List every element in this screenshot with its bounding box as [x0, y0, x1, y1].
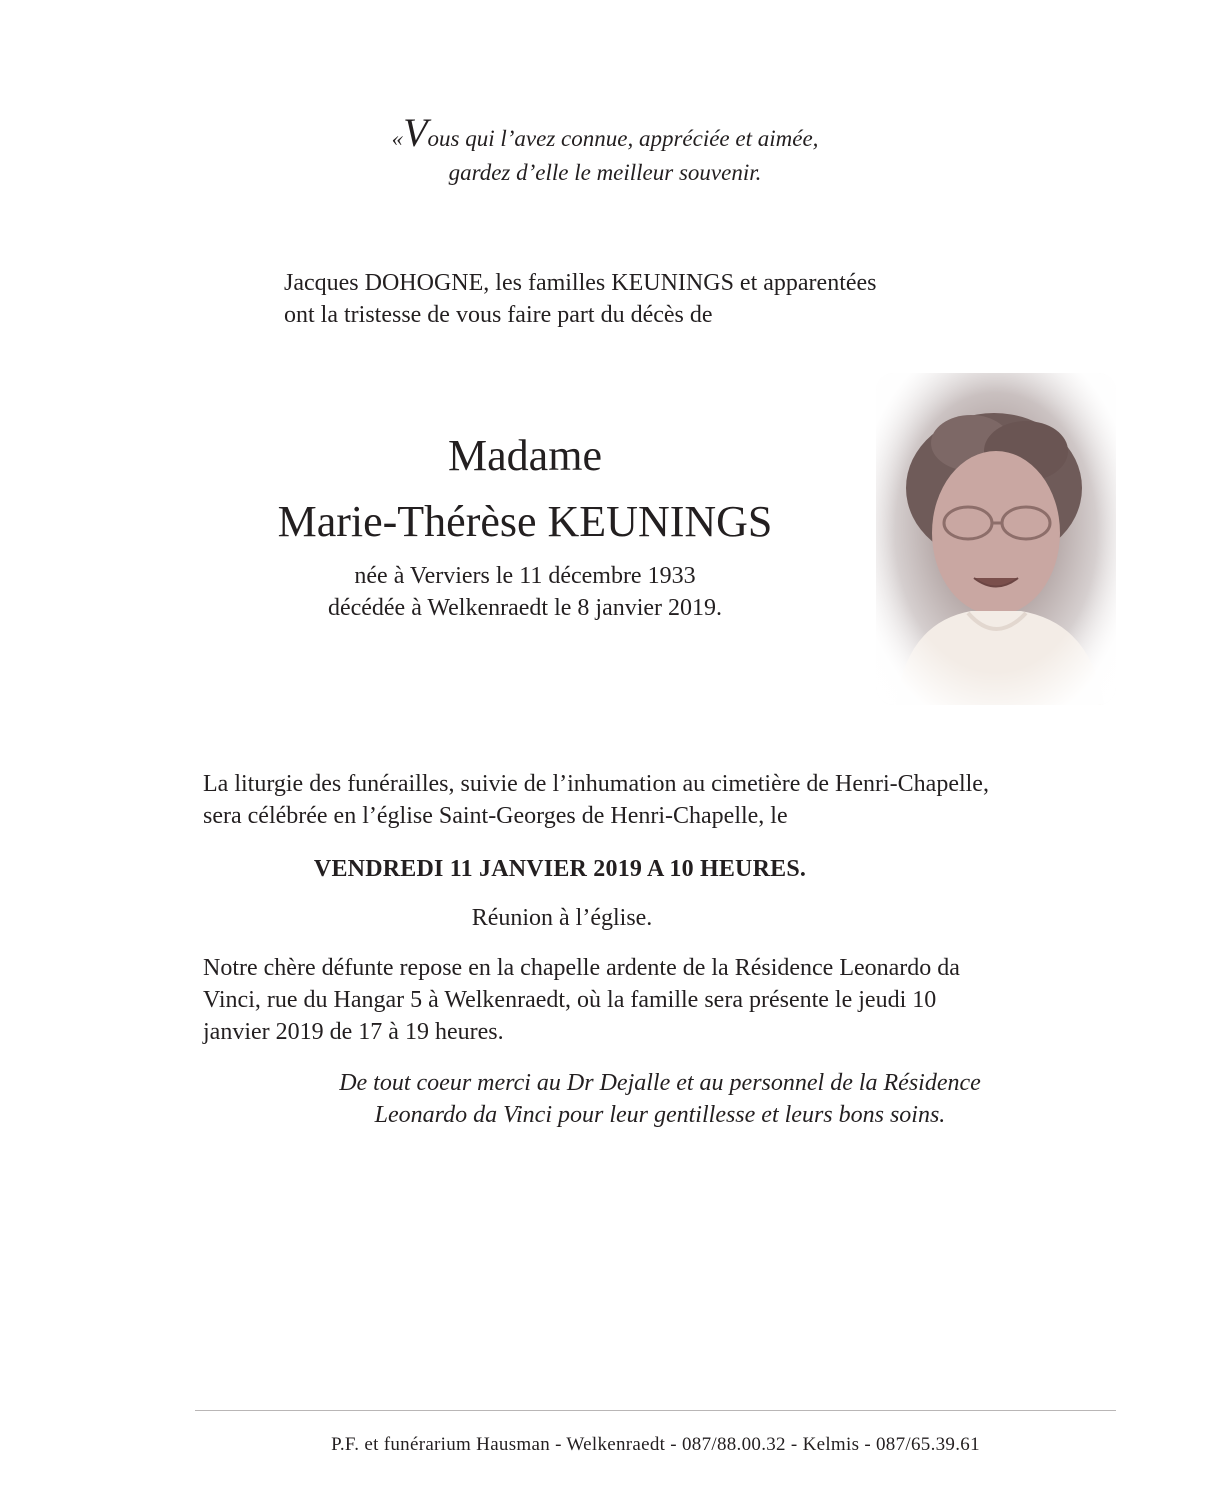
death-line: décédée à Welkenraedt le 8 janvier 2019. [327, 595, 723, 621]
birth-line: née à Verviers le 11 décembre 1933 [354, 563, 696, 589]
deceased-block [200, 428, 850, 624]
resting-line-1: Notre chère défunte repose en la chapelle ardente de la Résidence Leonardo da [203, 955, 960, 981]
quote-open-mark: « [391, 126, 404, 151]
intro-line-1: Jacques DOHOGNE, les familles KEUNINGS et apparentées [284, 270, 877, 296]
thanks-line-2: Leonardo da Vinci pour leur gentillesse et leurs bons soins. [374, 1102, 946, 1128]
footer-divider [195, 1410, 1116, 1411]
resting-line-2: Vinci, rue du Hangar 5 à Welkenraedt, où la famille sera présente le jeudi 10 [203, 987, 937, 1013]
ceremony-datetime: VENDREDI 11 JANVIER 2019 A 10 HEURES. [313, 856, 807, 882]
deceased-honorific: Madame [448, 431, 602, 480]
liturgy-line-1: La liturgie des funérailles, suivie de l’inhumation au cimetière de Henri-Chapelle, [203, 771, 989, 797]
meeting-place: Réunion à l’église. [471, 905, 653, 931]
quote-initial: V [403, 110, 428, 155]
funeral-liturgy-text [203, 768, 1133, 832]
portrait-photo [876, 373, 1116, 705]
announcement-intro [284, 267, 1044, 331]
quote-line-2: gardez d’elle le meilleur souvenir. [448, 160, 762, 185]
deceased-name: Marie-Thérèse KEUNINGS [277, 497, 773, 546]
life-dates [200, 560, 850, 624]
quote-line-1 [300, 110, 910, 156]
quote-line-1-rest: ous qui l’avez connue, appréciée et aimée, [427, 126, 819, 151]
thanks-message [220, 1067, 1100, 1131]
intro-line-2: ont la tristesse de vous faire part du décès de [284, 302, 713, 328]
thanks-line-1: De tout coeur merci au Dr Dejalle et au personnel de la Résidence [339, 1070, 981, 1096]
portrait-photo-icon [876, 373, 1116, 705]
opening-quote [300, 110, 910, 190]
resting-line-3: janvier 2019 de 17 à 19 heures. [203, 1019, 504, 1045]
funeral-home-footer: P.F. et funérarium Hausman - Welkenraedt - 087/88.00.32 - Kelmis - 087/65.39.61 [331, 1434, 980, 1455]
liturgy-line-2: sera célébrée en l’église Saint-Georges de Henri-Chapelle, le [203, 803, 788, 829]
resting-place-text [203, 952, 1103, 1048]
